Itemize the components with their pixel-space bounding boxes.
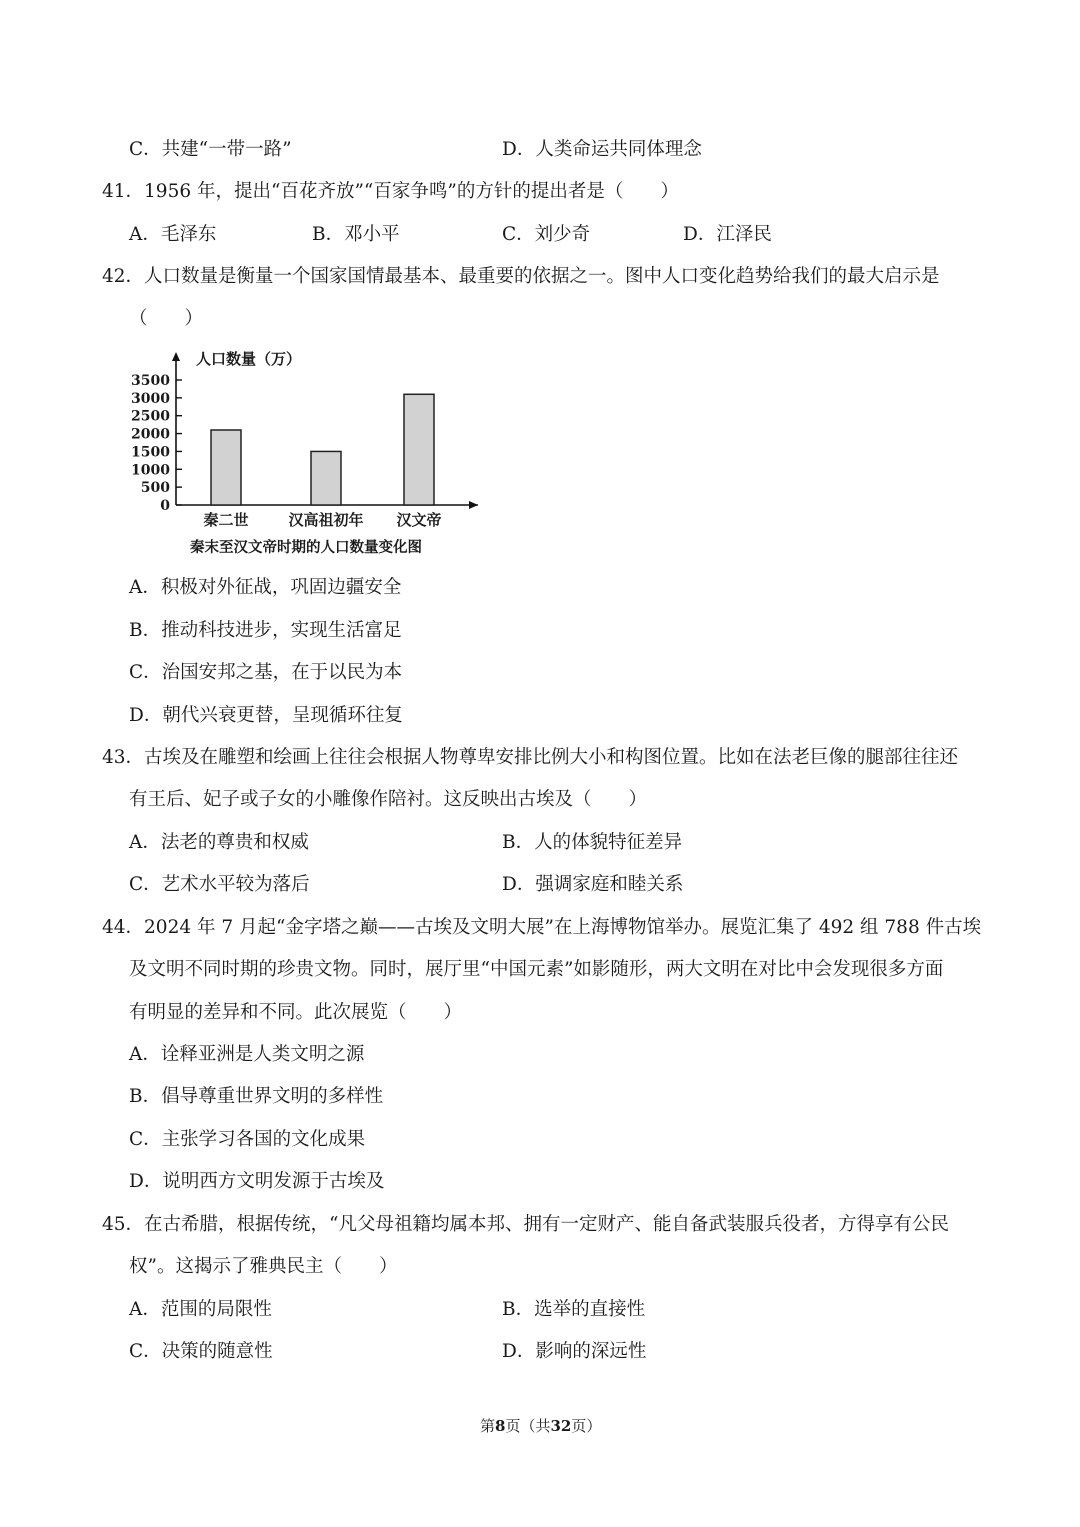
population-bar-chart bbox=[126, 344, 482, 566]
q43-option-d: D．强调家庭和睦关系 bbox=[502, 874, 684, 895]
y-tick-label: 0 bbox=[160, 498, 170, 514]
q42-option-b: B．推动科技进步，实现生活富足 bbox=[129, 620, 402, 641]
q44-option-d: D．说明西方文明发源于古埃及 bbox=[129, 1171, 385, 1192]
q41-stem: 41．1956 年，提出“百花齐放”“百家争鸣”的方针的提出者是（ ） bbox=[102, 181, 679, 202]
q45-option-d: D．影响的深远性 bbox=[502, 1341, 647, 1362]
q42-stem-line2: （ ） bbox=[129, 308, 204, 329]
footer-total-pages: 32 bbox=[550, 1417, 572, 1435]
q43-option-a: A．法老的尊贵和权威 bbox=[129, 832, 309, 853]
y-tick-label: 500 bbox=[140, 480, 170, 497]
bar bbox=[404, 394, 434, 505]
q40-option-d: D．人类命运共同体理念 bbox=[502, 139, 702, 160]
y-tick-label: 3500 bbox=[131, 373, 170, 389]
q45-stem-line2: 权”。这揭示了雅典民主（ ） bbox=[129, 1256, 398, 1277]
q41-option-a: A．毛泽东 bbox=[129, 224, 217, 245]
footer-page-number: 8 bbox=[495, 1417, 506, 1435]
q44-option-b: B．倡导尊重世界文明的多样性 bbox=[129, 1086, 384, 1107]
q45-option-c: C．决策的随意性 bbox=[129, 1341, 273, 1362]
q41-option-b: B．邓小平 bbox=[312, 224, 400, 245]
footer-middle: 页（共 bbox=[505, 1417, 551, 1435]
footer-suffix: 页） bbox=[571, 1417, 602, 1435]
q44-stem-line2: 及文明不同时期的珍贵文物。同时，展厅里“中国元素”如影随形，两大文明在对比中会发现很多方面 bbox=[129, 959, 944, 980]
x-category-label: 汉文帝 bbox=[396, 511, 442, 529]
q44-stem-line1: 44．2024 年 7 月起“金字塔之巅——古埃及文明大展”在上海博物馆举办。展览汇集了 492 组 788 件古埃 bbox=[102, 917, 982, 938]
y-tick-label: 2500 bbox=[131, 408, 170, 425]
q41-option-d: D．江泽民 bbox=[683, 224, 772, 245]
bar bbox=[211, 430, 241, 505]
q43-stem-line1: 43．古埃及在雕塑和绘画上往往会根据人物尊卑安排比例大小和构图位置。比如在法老巨像的腿部往往还 bbox=[102, 747, 959, 768]
q42-stem-line1: 42．人口数量是衡量一个国家国情最基本、最重要的依据之一。图中人口变化趋势给我们的最大启示是 bbox=[102, 266, 940, 287]
y-tick-label: 1500 bbox=[131, 444, 170, 461]
x-category-label: 汉高祖初年 bbox=[288, 511, 364, 529]
q45-option-a: A．范围的局限性 bbox=[129, 1299, 272, 1320]
q43-option-b: B．人的体貌特征差异 bbox=[502, 832, 683, 853]
q41-option-c: C．刘少奇 bbox=[502, 224, 591, 245]
q44-option-c: C．主张学习各国的文化成果 bbox=[129, 1129, 366, 1150]
footer-prefix: 第 bbox=[480, 1417, 496, 1435]
q45-stem-line1: 45．在古希腊，根据传统，“凡父母祖籍均属本邦、拥有一定财产、能自备武装服兵役者，方得享有公民 bbox=[102, 1214, 950, 1235]
q44-option-a: A．诠释亚洲是人类文明之源 bbox=[129, 1044, 365, 1065]
y-tick-label: 3000 bbox=[131, 390, 170, 407]
q42-option-a: A．积极对外征战，巩固边疆安全 bbox=[129, 577, 402, 598]
q42-option-c: C．治国安邦之基，在于以民为本 bbox=[129, 662, 403, 683]
q42-option-d: D．朝代兴衰更替，呈现循环往复 bbox=[129, 705, 403, 726]
chart-title: 秦末至汉文帝时期的人口数量变化图 bbox=[190, 539, 422, 556]
q43-stem-line2: 有王后、妃子或子女的小雕像作陪衬。这反映出古埃及（ ） bbox=[129, 789, 648, 810]
y-tick-label: 2000 bbox=[131, 426, 170, 443]
y-tick-label: 1000 bbox=[131, 462, 170, 479]
q44-stem-line3: 有明显的差异和不同。此次展览（ ） bbox=[129, 1002, 463, 1023]
chart-ylabel: 人口数量（万） bbox=[196, 350, 302, 368]
q43-option-c: C．艺术水平较为落后 bbox=[129, 874, 310, 895]
q40-option-c: C．共建“一带一路” bbox=[129, 139, 292, 160]
x-category-label: 秦二世 bbox=[203, 511, 249, 529]
page-footer bbox=[480, 1414, 601, 1438]
bar bbox=[311, 451, 341, 505]
q45-option-b: B．选举的直接性 bbox=[502, 1299, 646, 1320]
